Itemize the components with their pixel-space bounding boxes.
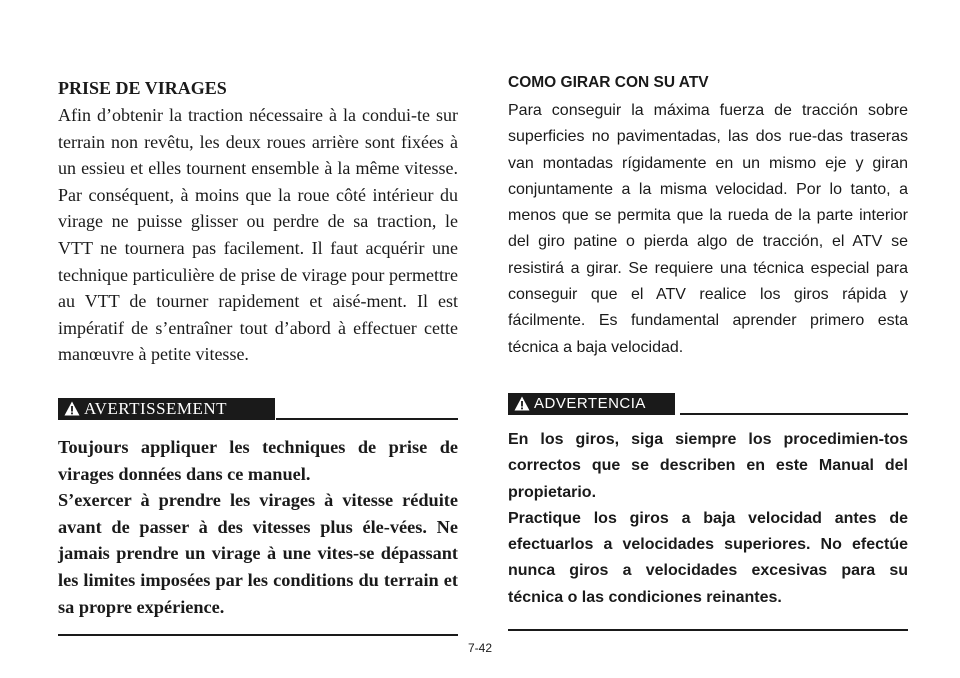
warning-paragraph: En los giros, siga siempre los procedimien-tos correctos que se describen en este Manual del propietario. (508, 430, 908, 501)
warning-triangle-icon (64, 401, 80, 416)
section-heading: COMO GIRAR CON SU ATV (508, 74, 709, 91)
warning-badge (58, 398, 275, 420)
page-number: 7-42 (467, 641, 493, 655)
warning-label: ADVERTENCIA (534, 395, 646, 413)
warning-header (508, 393, 908, 417)
warning-header (58, 398, 458, 422)
warning-badge (508, 393, 675, 415)
warning-paragraph: S’exercer à prendre les virages à vitesse réduite avant de passer à des vitesses plus éle-vées. Ne jamais prendre un virage à une vites-se dépassant les limites imposées par les conditions du terrain et sa propre expérience. (58, 490, 458, 617)
french-column (58, 68, 458, 620)
warning-rule (276, 418, 458, 420)
body-paragraph: Afin d’obtenir la traction nécessaire à la condui-te sur terrain non revêtu, les deux roues arrière sont fixées à un essieu et elles tournent ensemble à la même vitesse. Par conséquent, à moins que la roue côté intérieur du virage ne puisse glisser ou perdre de sa traction, le VTT ne tournera pas facilement. Il faut acquérir une technique particulière de prise de virage pour permettre au VTT de tourner rapidement et aisé-ment. Il est impératif de s’entraîner tout d’abord à effectuer cette manœuvre à petite vitesse. (58, 105, 458, 365)
warning-triangle-icon (514, 396, 530, 411)
body-paragraph: Para conseguir la máxima fuerza de tracción sobre superficies no pavimentadas, las dos rue-das traseras van montadas rígidamente en un mismo eje y giran conjuntamente a la misma velocidad. Por lo tanto, a menos que se permita que la rueda de la parte interior del giro patine o pierda algo de tracción, el ATV se resistirá a girar. Se requiere una técnica especial para conseguir que el ATV realice los giros rápida y fácilmente. Es fundamental aprender primero esta técnica a baja velocidad. (508, 102, 908, 356)
warning-paragraph: Practique los giros a baja velocidad antes de efectuarlos a velocidades superiores. No efectúe nunca giros a velocidades excesivas para su técnica o las condiciones reinantes. (508, 509, 908, 606)
warning-rule (680, 413, 908, 415)
section-heading: PRISE DE VIRAGES (58, 78, 227, 98)
spanish-column (508, 68, 908, 611)
french-bottom-rule (58, 634, 458, 636)
spanish-bottom-rule (508, 629, 908, 631)
warning-label: AVERTISSEMENT (84, 398, 228, 418)
warning-paragraph: Toujours appliquer les techniques de prise de virages données dans ce manuel. (58, 436, 458, 484)
